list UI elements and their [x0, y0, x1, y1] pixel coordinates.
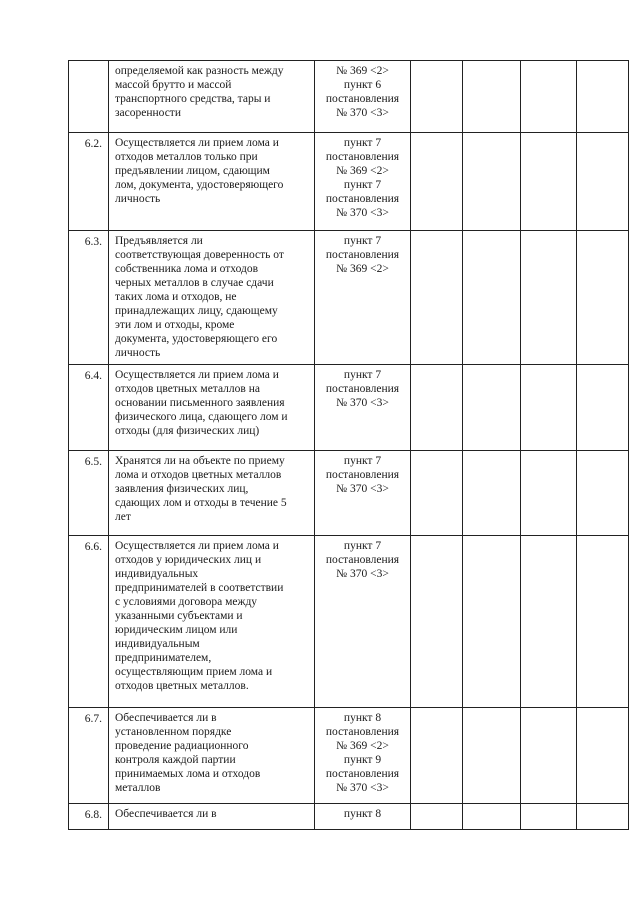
answer-cell-yes[interactable] [411, 708, 463, 804]
note-cell[interactable] [577, 451, 629, 536]
item-number: 6.7. [69, 708, 109, 804]
note-cell[interactable] [577, 231, 629, 365]
item-number: 6.3. [69, 231, 109, 365]
item-number: 6.4. [69, 365, 109, 451]
answer-cell-no[interactable] [463, 365, 521, 451]
legal-reference: пункт 7 постановления № 369 <2> пункт 7 постановления № 370 <3> [325, 137, 400, 219]
legal-reference: пункт 7 постановления № 369 <2> [325, 235, 400, 275]
legal-reference: № 369 <2> пункт 6 постановления № 370 <3> [325, 65, 400, 119]
table-row [69, 708, 629, 804]
item-number: 6.8. [69, 804, 109, 830]
requirement-text: Хранятся ли на объекте по приему лома и отходов цветных металлов заявления физических лиц, сдающих лом и отходы в течение 5 лет [115, 455, 287, 523]
table-row [69, 61, 629, 133]
answer-cell-yes[interactable] [411, 133, 463, 231]
answer-cell-na[interactable] [521, 133, 577, 231]
answer-cell-na[interactable] [521, 536, 577, 708]
table-row [69, 451, 629, 536]
requirement-text: Обеспечивается ли в установленном порядке проведение радиационного контроля каждой партии принимаемых лома и отходов металлов [115, 712, 261, 794]
note-cell[interactable] [577, 708, 629, 804]
item-number: 6.6. [69, 536, 109, 708]
table-row [69, 804, 629, 830]
answer-cell-na[interactable] [521, 451, 577, 536]
table-row [69, 231, 629, 365]
legal-reference: пункт 7 постановления № 370 <3> [325, 540, 400, 580]
table-row [69, 365, 629, 451]
answer-cell-na[interactable] [521, 804, 577, 830]
answer-cell-na[interactable] [521, 708, 577, 804]
legal-reference: пункт 8 постановления № 369 <2> пункт 9 постановления № 370 <3> [325, 712, 400, 794]
answer-cell-na[interactable] [521, 365, 577, 451]
answer-cell-no[interactable] [463, 804, 521, 830]
answer-cell-no[interactable] [463, 451, 521, 536]
answer-cell-yes[interactable] [411, 61, 463, 133]
requirement-text: Предъявляется ли соответствующая доверенность от собственника лома и отходов черных металлов в случае сдачи таких лома и отходов, не принадлежащих лицу, сдающему эти лом и отходы, кроме документа, удостоверяющего его личность [115, 235, 284, 359]
answer-cell-yes[interactable] [411, 804, 463, 830]
note-cell[interactable] [577, 365, 629, 451]
table-row [69, 133, 629, 231]
answer-cell-yes[interactable] [411, 451, 463, 536]
answer-cell-no[interactable] [463, 61, 521, 133]
answer-cell-yes[interactable] [411, 365, 463, 451]
legal-reference: пункт 7 постановления № 370 <3> [325, 455, 400, 495]
answer-cell-no[interactable] [463, 708, 521, 804]
checklist-table [68, 60, 629, 830]
answer-cell-no[interactable] [463, 133, 521, 231]
note-cell[interactable] [577, 804, 629, 830]
item-number: 6.2. [69, 133, 109, 231]
answer-cell-yes[interactable] [411, 536, 463, 708]
answer-cell-yes[interactable] [411, 231, 463, 365]
requirement-text: Осуществляется ли прием лома и отходов металлов только при предъявлении лицом, сдающим лом, документа, удостоверяющего личность [115, 137, 284, 205]
answer-cell-no[interactable] [463, 536, 521, 708]
requirement-text: определяемой как разность между массой брутто и массой транспортного средства, тары и засоренности [115, 65, 284, 119]
table-row [69, 536, 629, 708]
note-cell[interactable] [577, 61, 629, 133]
legal-reference: пункт 7 постановления № 370 <3> [325, 369, 400, 409]
legal-reference: пункт 8 [343, 808, 382, 820]
answer-cell-no[interactable] [463, 231, 521, 365]
note-cell[interactable] [577, 133, 629, 231]
item-number: 6.5. [69, 451, 109, 536]
requirement-text: Осуществляется ли прием лома и отходов цветных металлов на основании письменного заявления физического лица, сдающего лом и отходы (для физических лиц) [115, 369, 288, 437]
item-number [69, 61, 109, 133]
note-cell[interactable] [577, 536, 629, 708]
requirement-text: Обеспечивается ли в [115, 808, 217, 820]
answer-cell-na[interactable] [521, 61, 577, 133]
requirement-text: Осуществляется ли прием лома и отходов у юридических лиц и индивидуальных предпринимателей в соответствии с условиями договора между указанными субъектами и юридическим лицом или индивидуальным предпринимателем, осуществляющим прием лома и отходов цветных металлов. [115, 540, 284, 692]
answer-cell-na[interactable] [521, 231, 577, 365]
